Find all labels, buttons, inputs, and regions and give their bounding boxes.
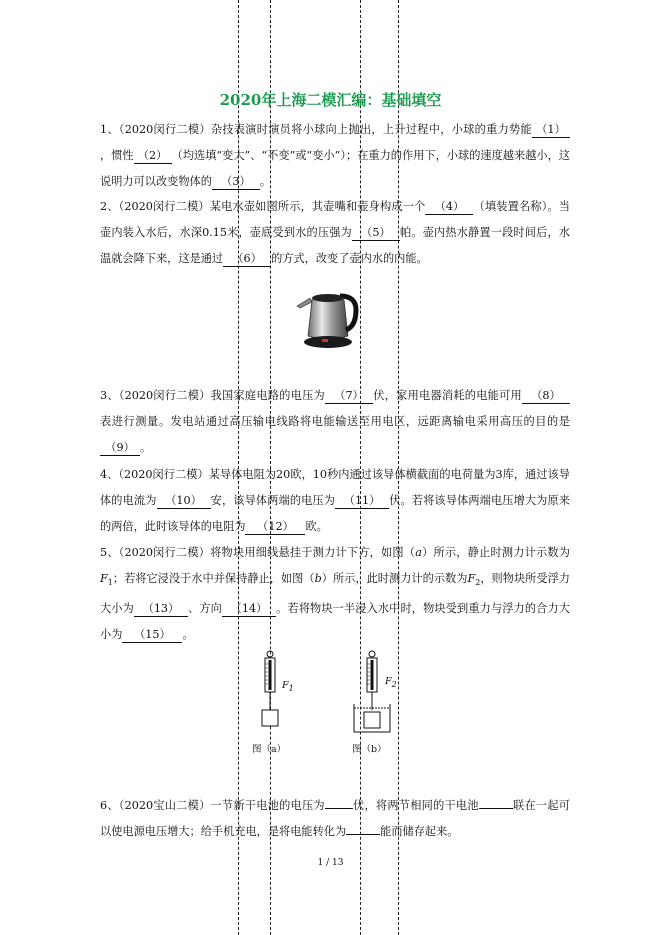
blank-q6-2 (479, 808, 513, 809)
blank-9: （9） (100, 441, 140, 456)
blank-q6-1 (325, 808, 353, 809)
blank-q6-3 (346, 834, 380, 835)
page-number: 1 / 13 (317, 858, 344, 868)
blank-3: （3） (212, 175, 260, 190)
blank-8: （8） (522, 389, 570, 404)
blank-6: （6） (223, 252, 271, 267)
blank-11: （11） (335, 494, 389, 509)
blank-1: （1） (532, 123, 570, 138)
blank-14: （14） (222, 602, 276, 617)
figure-a-force-label: $F_1$ (282, 680, 294, 693)
blank-10: （10） (157, 494, 211, 509)
question-1: 1、（2020闵行二模）杂技表演时演员将小球向上抛出，上升过程中，小球的重力势能 （1），惯性 （2） （均选填“变大”、“不变”或“变小”）；在重力的作用下，小球的速度越来越小，这说明力可以改变物体的 （3） 。 (100, 123, 570, 188)
question-6: 6、（2020宝山二模）一节新干电池的电压为 伏，将两节相同的干电池 联在一起可以使电源电压增大；给手机充电，是将电能转化为 能而储存起来。 (100, 799, 570, 838)
blank-15: （15） (122, 628, 182, 643)
figure-b-caption: 图（b） (352, 744, 387, 755)
electric-kettle-image (294, 286, 362, 352)
question-4: 4、（2020闵行二模）某导体电阻为20欧，10秒内通过该导体横截面的电荷量为3库，通过该导体的电流为 （10） 安，该导体两端的电压为 （11） 伏。若将该导体两端电压增大为原来的两倍，此时该导体的电阻为 （12） 欧。 (100, 468, 570, 533)
question-3: 3、（2020闵行二模）我国家庭电路的电压为 （7） 伏，家用电器消耗的电能可用 （8）表进行测量。发电站通过高压输电线路将电能输送至用电区，远距离输电采用高压的目的是（9） 。 (100, 389, 570, 454)
figure-a-caption: 图（a） (252, 744, 287, 755)
blank-2: （2） (134, 149, 172, 164)
figure-b-spring-scale-in-water (350, 650, 400, 740)
page-title: 2020年上海二模汇编：基础填空 (219, 91, 442, 109)
blank-7: （7） (325, 389, 373, 404)
question-5: 5、（2020闵行二模）将物块用细线悬挂于测力计下方，如图（a）所示，静止时测力计示数为$F_1$；若将它浸没于水中并保持静止，如图（b）所示，此时测力计的示数为$F_2$，则物块所受浮力大小为 （13） 、方向 （14） 。若将物块一半浸入水中时，物块受到重力与浮力的合力大小为 （15） 。 (100, 546, 570, 642)
blank-4: （4） (425, 200, 473, 215)
blank-5: （5） (352, 226, 400, 241)
question-2: 2、（2020闵行二模）某电水壶如图所示，其壶嘴和壶身构成一个 （4） （填装置名称）。当壶内装入水后，水深0.15米，壶底受到水的压强为 （5） 帕。壶内热水静置一段时间后，水温就会降下来，这是通过 （6） 的方式，改变了壶内水的内能。 (100, 200, 570, 265)
blank-13: （13） (134, 602, 188, 617)
blank-12: （12） (245, 520, 305, 535)
figure-b-force-label: $F_2$ (385, 676, 397, 689)
figure-a-spring-scale (250, 650, 300, 740)
